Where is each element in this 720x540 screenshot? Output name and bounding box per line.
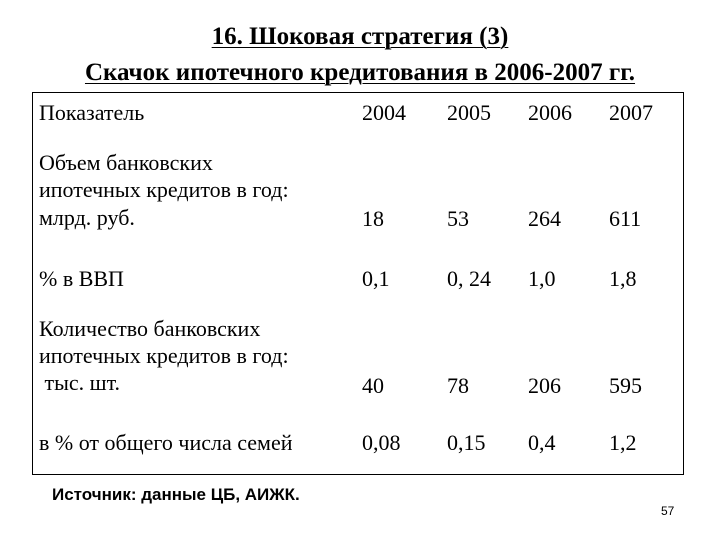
row-volume-label-line-1: Объем банковских	[39, 150, 213, 175]
header-year-2005: 2005	[447, 100, 491, 125]
row-count-value-2004: 40	[362, 373, 384, 398]
row-family-share-value-2006: 0,4	[528, 430, 556, 455]
header-year-2006: 2006	[528, 100, 572, 125]
row-count-label-line-1: Количество банковских	[39, 316, 261, 341]
row-gdp-share-label: % в ВВП	[39, 266, 124, 291]
page-number: 57	[661, 504, 675, 518]
row-family-share-value-2004: 0,08	[362, 430, 401, 455]
row-volume-label-line-3: млрд. руб.	[39, 205, 135, 230]
header-year-2004: 2004	[362, 100, 406, 125]
slide-title-line-2: Скачок ипотечного кредитования в 2006-2007 гг.	[84, 59, 636, 86]
row-gdp-share-value-2004: 0,1	[362, 266, 390, 291]
row-volume-value-2007: 611	[609, 206, 642, 231]
row-count-label-line-2: ипотечных кредитов в год:	[39, 343, 289, 368]
header-label: Показатель	[39, 100, 145, 125]
row-volume-value-2004: 18	[362, 206, 384, 231]
slide-title-line-1: 16. Шоковая стратегия (3)	[211, 23, 509, 50]
row-gdp-share-value-2005: 0, 24	[447, 266, 491, 291]
row-count-value-2006: 206	[528, 373, 561, 398]
row-gdp-share-value-2006: 1,0	[528, 266, 556, 291]
row-count-label-line-3: тыс. шт.	[39, 370, 121, 395]
row-count-value-2007: 595	[609, 373, 642, 398]
header-year-2007: 2007	[609, 100, 653, 125]
row-volume-value-2005: 53	[447, 206, 469, 231]
row-volume-label-line-2: ипотечных кредитов в год:	[39, 177, 289, 202]
row-family-share-value-2005: 0,15	[447, 430, 486, 455]
row-family-share-label: в % от общего числа семей	[39, 430, 293, 455]
row-gdp-share-value-2007: 1,8	[609, 266, 637, 291]
row-family-share-value-2007: 1,2	[609, 430, 637, 455]
row-count-value-2005: 78	[447, 373, 469, 398]
row-volume-value-2006: 264	[528, 206, 561, 231]
source-note: Источник: данные ЦБ, АИЖК.	[52, 485, 300, 504]
